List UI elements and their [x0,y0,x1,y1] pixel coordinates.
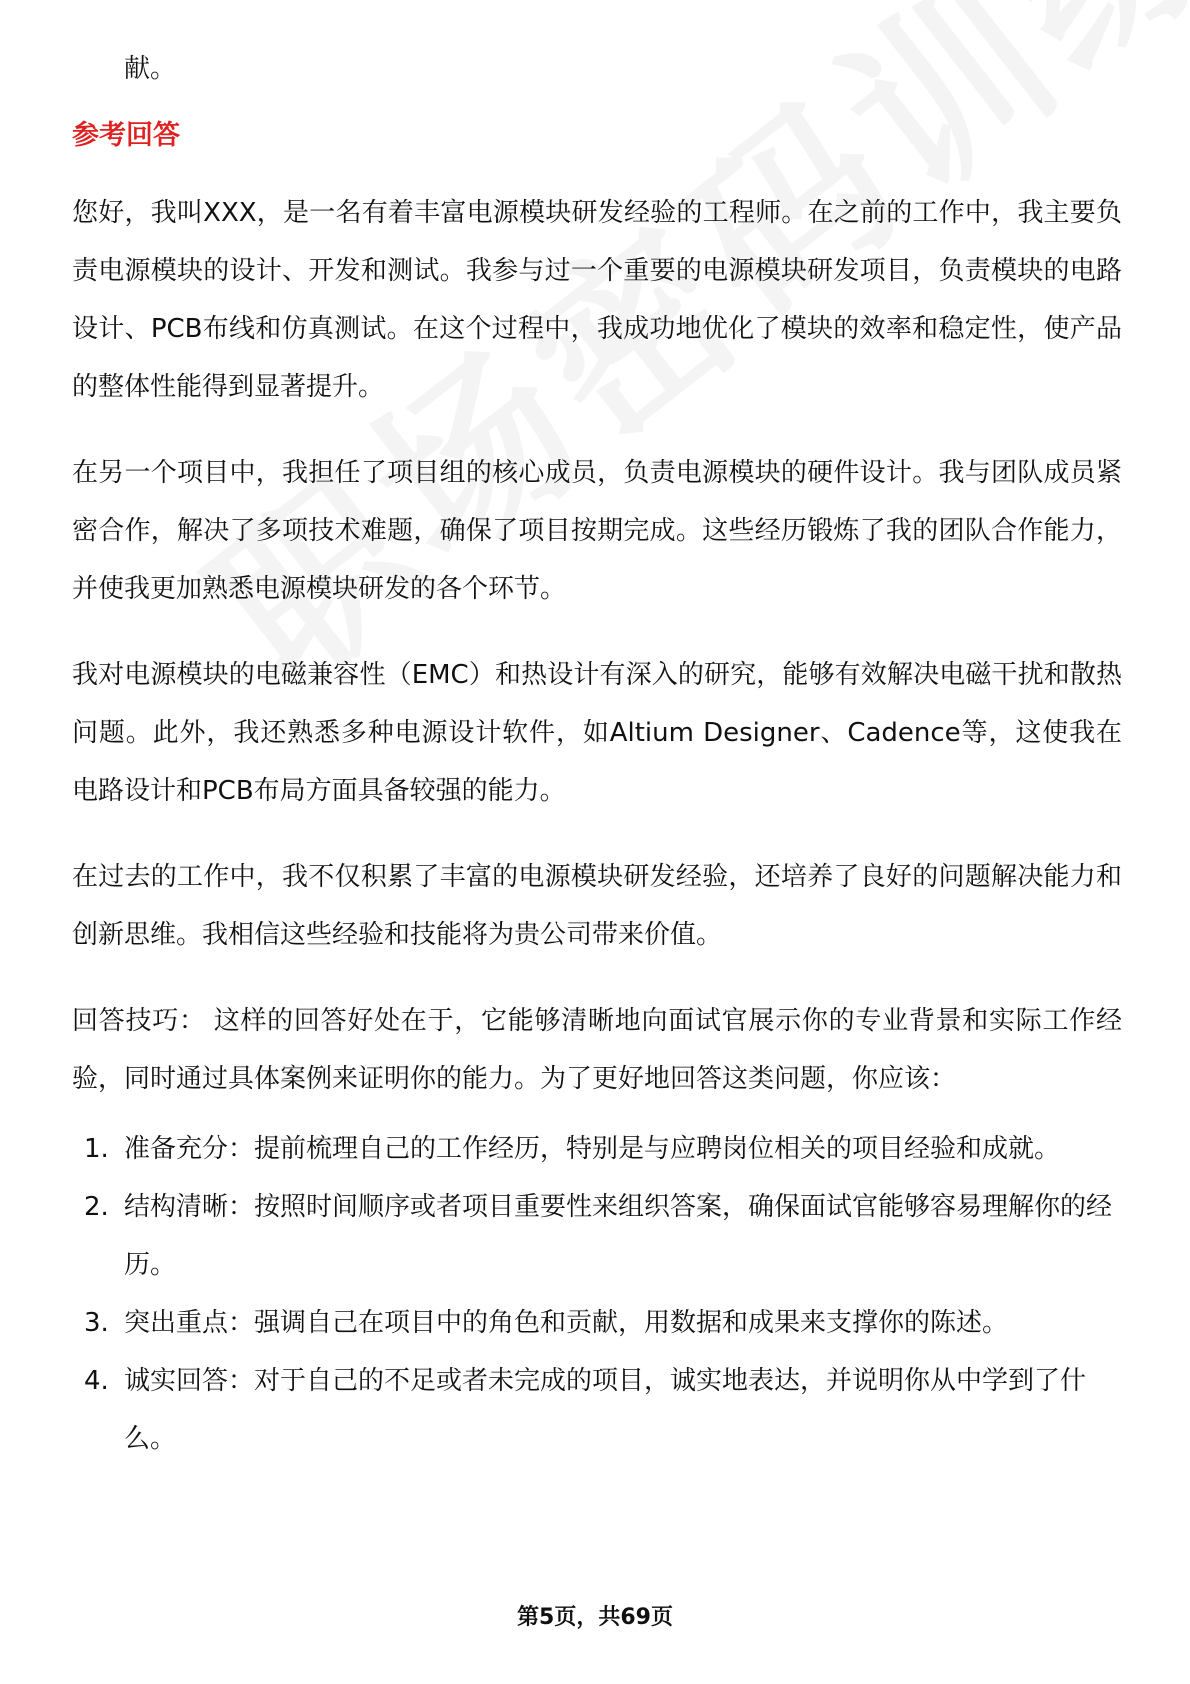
section-heading: 参考回答 [72,120,180,151]
list-item [72,1178,1122,1294]
paragraph: 在过去的工作中，我不仅积累了丰富的电源模块研发经验，还培养了良好的问题解决能力和创新思维。我相信这些经验和技能将为贵公司带来价值。 [72,862,1122,950]
list-item-text: 突出重点：强调自己在项目中的角色和贡献，用数据和成果来支撑你的陈述。 [124,1308,1009,1338]
tips-paragraph [72,992,1122,1108]
continuation-text: 献。 [124,54,177,84]
page-number-footer: 第5页，共69页 [517,1605,673,1630]
list-number: 1. [84,1134,109,1164]
paragraph: 在另一个项目中，我担任了项目组的核心成员，负责电源模块的硬件设计。我与团队成员紧密合作，解决了多项技术难题，确保了项目按期完成。这些经历锻炼了我的团队合作能力，并使我更加熟悉电源模块研发的各个环节。 [72,458,1122,604]
paragraph: 我对电源模块的电磁兼容性（EMC）和热设计有深入的研究，能够有效解决电磁干扰和散热问题。此外，我还熟悉多种电源设计软件，如Altium Designer、Cadence等，这使我在电路设计和PCB布局方面具备较强的能力。 [72,660,1122,806]
list-item [72,1294,1122,1352]
list-number: 2. [84,1192,109,1222]
list-item [72,1120,1122,1178]
list-item-text: 诚实回答：对于自己的不足或者未完成的项目，诚实地表达，并说明你从中学到了什么。 [124,1366,1087,1454]
tips-list [72,1120,1122,1468]
tips-text: 这样的回答好处在于，它能够清晰地向面试官展示你的专业背景和实际工作经验，同时通过具体案例来证明你的能力。为了更好地回答这类问题，你应该： [72,1006,1122,1094]
list-item-text: 结构清晰：按照时间顺序或者项目重要性来组织答案，确保面试官能够容易理解你的经历。 [124,1192,1113,1280]
paragraph: 您好，我叫XXX，是一名有着丰富电源模块研发经验的工程师。在之前的工作中，我主要负责电源模块的设计、开发和测试。我参与过一个重要的电源模块研发项目，负责模块的电路设计、PCB布线和仿真测试。在这个过程中，我成功地优化了模块的效率和稳定性，使产品的整体性能得到显著提升。 [72,198,1122,402]
list-item [72,1352,1122,1468]
page-content [72,40,1122,1468]
list-number: 3. [84,1308,109,1338]
list-item-text: 准备充分：提前梳理自己的工作经历，特别是与应聘岗位相关的项目经验和成就。 [124,1134,1061,1164]
list-number: 4. [84,1366,109,1396]
tips-label: 回答技巧： [72,1006,206,1036]
